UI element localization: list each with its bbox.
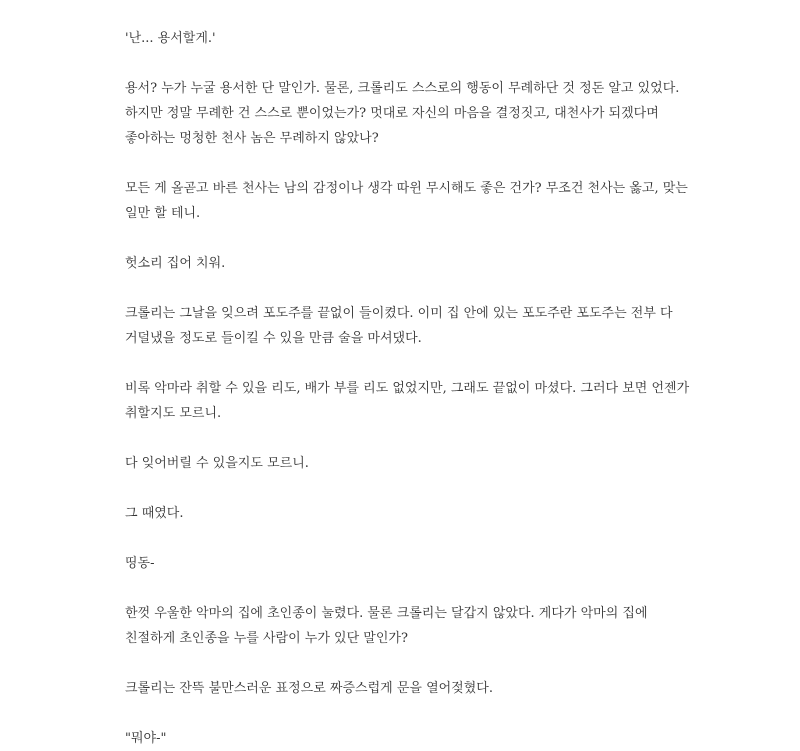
paragraph: 용서? 누가 누굴 용서한 단 말인가. 물론, 크롤리도 스스로의 행동이 무례하단 것 정돈 알고 있었다. 하지만 정말 무례한 건 스스로 뿐이었는가? 멋대로 자신의 마음을 결정짓고, 대천사가 되겠다며 좋아하는 멍청한 천사 놈은 무례하지 않았나? xyxy=(125,81,680,146)
paragraph: 크롤리는 잔뜩 불만스러운 표정으로 짜증스럽게 문을 열어젖혔다. xyxy=(125,681,493,696)
paragraph: 크롤리는 그날을 잊으려 포도주를 끝없이 들이켰다. 이미 집 안에 있는 포도주란 포도주는 전부 다 거덜냈을 정도로 들이킬 수 있을 만큼 술을 마셔댔다. xyxy=(125,306,673,346)
paragraph: 한껏 우울한 악마의 집에 초인종이 눌렸다. 물론 크롤리는 달갑지 않았다. 게다가 악마의 집에 친절하게 초인종을 누를 사람이 누가 있단 말인가? xyxy=(125,606,648,646)
paragraph: 헛소리 집어 치워. xyxy=(125,256,226,271)
paragraph: '난... 용서할게.' xyxy=(125,31,216,46)
paragraph: 띵동- xyxy=(125,556,155,571)
paragraph: 비록 악마라 취할 수 있을 리도, 배가 부를 리도 없었지만, 그래도 끝없이 마셨다. 그러다 보면 언젠가 취할지도 모르니. xyxy=(125,381,690,421)
paragraph: 모든 게 올곧고 바른 천사는 남의 감정이나 생각 따윈 무시해도 좋은 건가? 무조건 천사는 옳고, 맞는 일만 할 테니. xyxy=(125,181,688,221)
paragraph: 그 때였다. xyxy=(125,506,184,521)
paragraph: 다 잊어버릴 수 있을지도 모르니. xyxy=(125,456,309,471)
paragraph: "뭐야-" xyxy=(125,731,167,746)
